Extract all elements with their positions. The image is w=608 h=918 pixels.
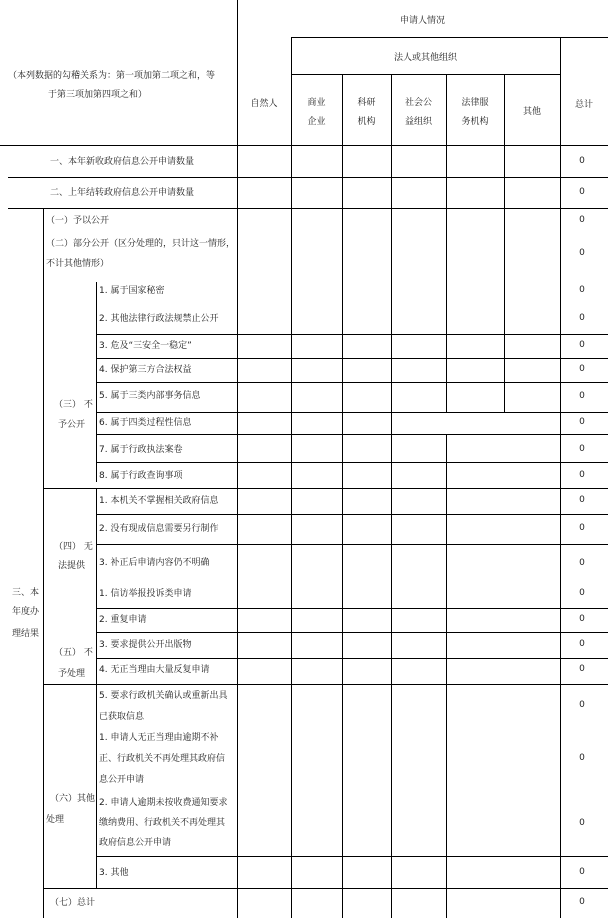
row-nd-2: 2. 其他法律行政法规禁止公开 [99,314,219,324]
row-new-requests: 一、本年新收政府信息公开申请数量 [50,157,195,167]
social-header-2: 益组织 [404,117,432,127]
row-np-1: 1. 信访举报投诉类申请 [99,589,192,599]
unable-label-2: 法提供 [58,561,86,571]
total-cell: 0 [579,248,585,258]
not-disclose-label-2: 予公开 [58,420,86,430]
row-partial-2: 不计其他情形） [46,259,110,269]
note-line-2: 于第三项加第四项之和） [48,90,148,100]
row-nd-8: 8. 属于行政查询事项 [99,471,183,481]
total-cell: 0 [579,156,585,166]
total-cell: 0 [579,867,585,877]
row-carried-over: 二、上年结转政府信息公开申请数量 [50,188,195,198]
row-np-4: 4. 无正当理由大量反复申请 [99,665,210,675]
row-disclose: （一）予以公开 [46,216,110,226]
result-group-label-2: 年度办 [12,607,40,617]
row-np-3: 3. 要求提供公开出版物 [99,640,192,650]
total-cell: 0 [579,391,585,401]
row-un-3: 3. 补正后申请内容仍不明确 [99,558,210,568]
row-grand-total: （七）总计 [50,898,96,908]
total-cell: 0 [579,313,585,323]
row-partial-1: （二）部分公开（区分处理的，只计这一情形， [46,239,236,249]
total-cell: 0 [579,444,585,454]
research-header-2: 机构 [357,117,376,127]
total-cell: 0 [579,614,585,624]
research-header-1: 科研 [357,98,376,108]
row-nd-1: 1. 属于国家秘密 [99,286,165,296]
not-disclose-label-1: （三） 不 [54,400,93,410]
row-op-1-b: 正、行政机关不再处理其政府信 [99,754,226,764]
total-cell: 0 [579,495,585,505]
applicant-status-header: 申请人情况 [399,16,445,26]
unable-label-1: （四） 无 [54,542,93,552]
total-header: 总计 [574,100,593,110]
other-header: 其他 [522,107,541,117]
row-un-2: 2. 没有现成信息需要另行制作 [99,524,219,534]
note-line-1: （本列数据的勾稽关系为：第一项加第二项之和，等 [8,71,216,81]
row-nd-4: 4. 保护第三方合法权益 [99,365,192,375]
business-header-1: 商业 [307,98,326,108]
row-op-2-c: 政府信息公开申请 [99,838,172,848]
total-cell: 0 [579,340,585,350]
legal-other-header: 法人或其他组织 [393,53,457,63]
total-cell: 0 [579,664,585,674]
row-np-2: 2. 重复申请 [99,615,147,625]
row-nd-3: 3. 危及“三安全一稳定” [99,341,192,351]
total-cell: 0 [579,417,585,427]
other-process-label-2: 处理 [46,815,65,825]
row-nd-5: 5. 属于三类内部事务信息 [99,391,201,401]
no-process-label-2: 予处理 [58,669,86,679]
total-cell: 0 [579,818,585,828]
social-header-1: 社会公 [404,98,432,108]
row-op-2-a: 2. 申请人逾期未按收费通知要求 [99,798,228,808]
total-cell: 0 [579,558,585,568]
total-cell: 0 [579,588,585,598]
total-cell: 0 [579,639,585,649]
total-cell: 0 [579,753,585,763]
row-op-1-c: 息公开申请 [99,775,145,785]
total-cell: 0 [579,897,585,907]
total-cell: 0 [579,215,585,225]
legal-service-header-2: 务机构 [461,117,489,127]
row-un-1: 1. 本机关不掌握相关政府信息 [99,496,219,506]
total-cell: 0 [579,285,585,295]
result-group-label-3: 理结果 [12,629,40,639]
natural-person-header: 自然人 [250,99,278,109]
row-op-2-b: 缴纳费用、行政机关不再处理其 [99,818,226,828]
total-cell: 0 [579,523,585,533]
row-op-1-a: 1. 申请人无正当理由逾期不补 [99,733,219,743]
row-np-5-b: 已获取信息 [99,712,145,722]
no-process-label-1: （五） 不 [54,648,93,658]
total-cell: 0 [579,700,585,710]
row-op-3: 3. 其他 [99,868,129,878]
total-cell: 0 [579,364,585,374]
row-nd-6: 6. 属于四类过程性信息 [99,418,192,428]
other-process-label-1: （六）其他 [50,794,96,804]
row-nd-7: 7. 属于行政执法案卷 [99,445,183,455]
total-cell: 0 [579,187,585,197]
result-group-label-1: 三、本 [12,588,40,598]
legal-service-header-1: 法律服 [461,98,489,108]
business-header-2: 企业 [307,117,326,127]
total-cell: 0 [579,470,585,480]
row-np-5-a: 5. 要求行政机关确认或重新出具 [99,691,228,701]
